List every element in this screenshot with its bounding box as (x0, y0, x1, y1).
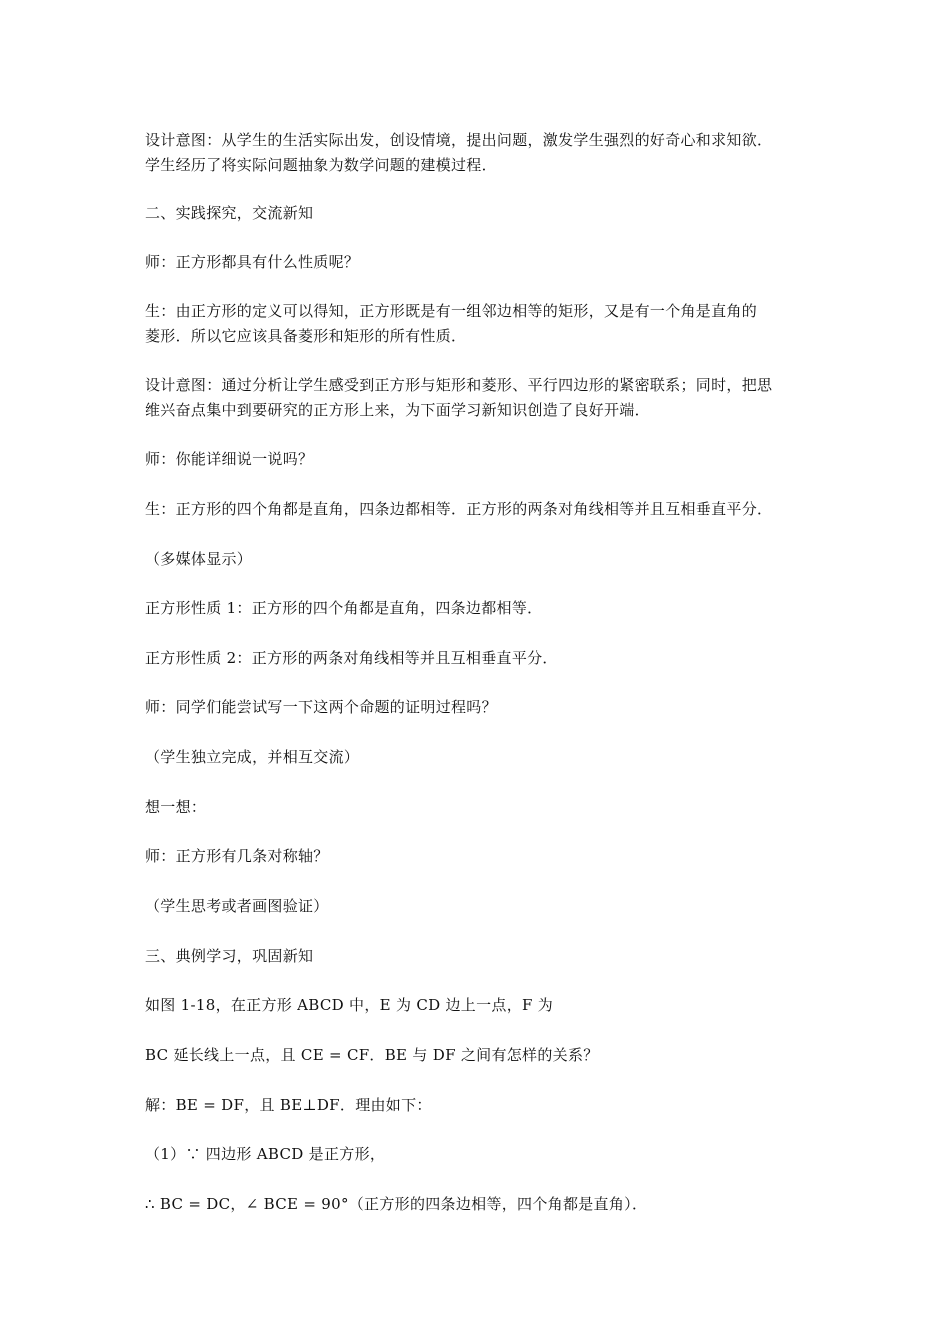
property-1 (145, 596, 815, 621)
text-line: 如图 1-18，在正方形 ABCD 中，E 为 CD 边上一点，F 为 (145, 996, 554, 1014)
text-line: 三、典例学习，巩固新知 (145, 947, 314, 965)
text-line: 二、实践探究，交流新知 (145, 204, 314, 222)
teacher-question-4 (145, 844, 815, 869)
student-activity-note (145, 745, 815, 770)
text-line: 师：正方形有几条对称轴？ (145, 847, 329, 865)
section-heading-2 (145, 201, 815, 226)
student-answer-1 (145, 299, 815, 349)
text-line: 师：正方形都具有什么性质呢？ (145, 253, 360, 271)
property-2 (145, 646, 815, 671)
text-line: （1）∵ 四边形 ABCD 是正方形， (145, 1145, 386, 1163)
text-line: 菱形．所以它应该具备菱形和矩形的所有性质． (145, 327, 467, 345)
text-line: （学生独立完成，并相互交流） (145, 748, 360, 766)
text-line: 生：正方形的四个角都是直角，四条边都相等．正方形的两条对角线相等并且互相垂直平分． (145, 500, 773, 518)
section-heading-3 (145, 944, 815, 969)
example-problem-line-2 (145, 1043, 815, 1068)
teacher-question-1 (145, 250, 815, 275)
text-line: （多媒体显示） (145, 550, 253, 568)
multimedia-note (145, 547, 815, 572)
text-line: （学生思考或者画图验证） (145, 897, 329, 915)
text-line: 想一想： (145, 798, 207, 816)
teacher-question-3 (145, 695, 815, 720)
text-line: 设计意图：通过分析让学生感受到正方形与矩形和菱形、平行四边形的紧密联系；同时，把思 (145, 376, 773, 394)
text-line: 师：同学们能尝试写一下这两个命题的证明过程吗？ (145, 698, 497, 716)
student-thinking-note (145, 894, 815, 919)
teacher-question-2 (145, 447, 815, 472)
student-answer-2 (145, 497, 815, 522)
text-line: 解：BE = DF，且 BE⊥DF．理由如下： (145, 1096, 432, 1114)
text-line: 师：你能详细说一说吗？ (145, 450, 314, 468)
text-line: 设计意图：从学生的生活实际出发，创设情境，提出问题，激发学生强烈的好奇心和求知欲． (145, 131, 773, 149)
solution-step-1 (145, 1142, 815, 1167)
think-prompt (145, 795, 815, 820)
solution-step-1-conclusion (145, 1192, 815, 1217)
text-line: 正方形性质 1：正方形的四个角都是直角，四条边都相等． (145, 599, 543, 617)
example-problem-line-1 (145, 993, 815, 1018)
text-line: BC 延长线上一点，且 CE = CF．BE 与 DF 之间有怎样的关系？ (145, 1046, 599, 1064)
paragraph-design-intent-2 (145, 373, 815, 423)
solution-intro (145, 1093, 815, 1118)
paragraph-design-intent-1 (145, 128, 815, 178)
text-line: 学生经历了将实际问题抽象为数学问题的建模过程． (145, 156, 497, 174)
text-line: 正方形性质 2：正方形的两条对角线相等并且互相垂直平分． (145, 649, 558, 667)
text-line: ∴ BC = DC，∠ BCE = 90°（正方形的四条边相等，四个角都是直角）． (145, 1195, 648, 1213)
text-line: 生：由正方形的定义可以得知，正方形既是有一组邻边相等的矩形，又是有一个角是直角的 (145, 302, 758, 320)
text-line: 维兴奋点集中到要研究的正方形上来，为下面学习新知识创造了良好开端． (145, 401, 650, 419)
